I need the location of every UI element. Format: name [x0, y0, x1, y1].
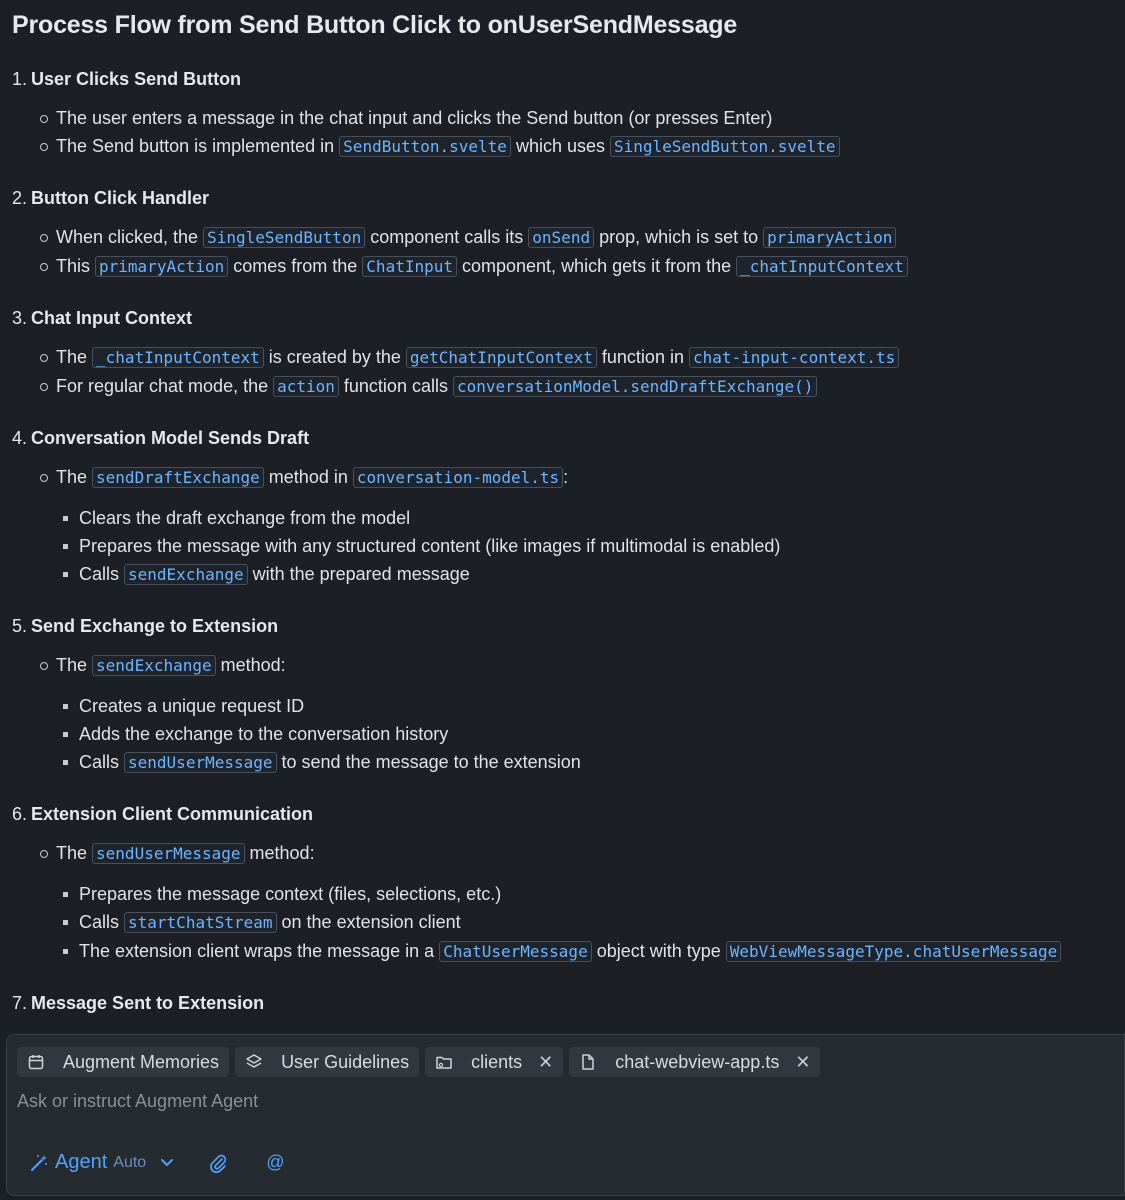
text-fragment: component, which gets it from the [457, 256, 737, 276]
text-fragment: on the extension client [276, 912, 461, 932]
list-item [12, 343, 1113, 372]
step-heading [12, 305, 1113, 331]
code-reference: sendDraftExchange [92, 467, 264, 488]
list-item [12, 372, 1113, 401]
nested-list-item [12, 504, 1113, 532]
nested-list [12, 880, 1113, 966]
text-fragment: The extension client wraps the message in a [79, 941, 440, 961]
chip-label: clients [471, 1051, 523, 1072]
text-fragment: : [563, 467, 569, 487]
code-reference: sendExchange [92, 655, 216, 676]
step-heading [12, 801, 1113, 827]
file-icon [579, 1053, 597, 1071]
agent-mode-button[interactable] [29, 1151, 174, 1174]
text-fragment: prop, which is set to [594, 227, 764, 247]
list-item [12, 463, 1113, 492]
step-title: Button Click Handler [31, 188, 210, 208]
nested-list-item [12, 560, 1113, 589]
text-fragment: The [56, 347, 93, 367]
close-icon[interactable]: ✕ [795, 1051, 811, 1072]
step-title: Message Sent to Extension [31, 993, 265, 1013]
context-chip[interactable] [425, 1047, 563, 1077]
step-title: Chat Input Context [31, 308, 192, 328]
nested-list [12, 692, 1113, 777]
calendar-icon [27, 1053, 45, 1071]
step-heading [12, 613, 1113, 639]
attach-button[interactable] [208, 1153, 228, 1173]
paperclip-icon [208, 1153, 228, 1173]
code-reference: chat-input-context.ts [689, 347, 899, 368]
context-chip[interactable] [17, 1047, 229, 1077]
text-fragment: object with type [591, 941, 726, 961]
nested-list-item [12, 937, 1113, 966]
code-reference: sendExchange [124, 564, 248, 585]
step-number: 3. [12, 308, 28, 328]
code-reference: action [273, 376, 339, 397]
step-title: Send Exchange to Extension [31, 616, 279, 636]
chat-input-panel [6, 1034, 1125, 1196]
step-number: 2. [12, 188, 28, 208]
nested-list-item [12, 720, 1113, 748]
text-fragment: When clicked, the [56, 227, 204, 247]
step [12, 66, 1113, 161]
context-chip[interactable] [569, 1047, 820, 1077]
code-reference: startChatStream [124, 912, 277, 933]
step-title: Extension Client Communication [31, 804, 314, 824]
text-fragment: This [56, 256, 96, 276]
text-fragment: which uses [510, 136, 610, 156]
text-fragment: The [56, 843, 93, 863]
chevron-down-icon [160, 1158, 174, 1168]
code-reference: getChatInputContext [406, 347, 597, 368]
step-heading [12, 66, 1113, 92]
step-heading [12, 990, 1113, 1016]
code-reference: SingleSendButton.svelte [610, 136, 840, 157]
step [12, 801, 1113, 966]
text-fragment: Adds the exchange to the conversation history [79, 724, 449, 744]
list-item [12, 252, 1113, 281]
step [12, 990, 1113, 1032]
close-icon[interactable]: ✕ [538, 1051, 554, 1072]
text-fragment: function calls [338, 376, 453, 396]
nested-list-item [12, 880, 1113, 908]
text-fragment: The [56, 655, 93, 675]
code-reference: _chatInputContext [736, 256, 908, 277]
text-fragment: function in [596, 347, 689, 367]
text-fragment: to send the message to the extension [276, 752, 581, 772]
step-number: 1. [12, 69, 28, 89]
text-fragment: with the prepared message [247, 564, 470, 584]
step-heading [12, 185, 1113, 211]
code-reference: SendButton.svelte [339, 136, 511, 157]
text-fragment: Calls [79, 564, 125, 584]
list-item [12, 132, 1113, 161]
step [12, 305, 1113, 401]
chat-input[interactable]: Ask or instruct Augment Agent [17, 1091, 259, 1111]
code-reference: WebViewMessageType.chatUserMessage [726, 941, 1062, 962]
context-chips [17, 1047, 820, 1077]
code-reference: ChatInput [362, 256, 457, 277]
code-reference: primaryAction [763, 227, 896, 248]
list-item [12, 651, 1113, 680]
context-chip[interactable] [235, 1047, 419, 1077]
text-fragment: comes from the [228, 256, 363, 276]
chip-label: chat-webview-app.ts [615, 1051, 780, 1072]
response-title: Process Flow from Send Button Click to onUserSendMessage [12, 11, 738, 39]
text-fragment: Prepares the message with any structured content (like images if multimodal is enabled) [79, 536, 781, 556]
nested-list-item [12, 748, 1113, 777]
code-reference: onSend [528, 227, 594, 248]
text-fragment: component calls its [365, 227, 529, 247]
nested-list-item [12, 532, 1113, 560]
text-fragment: Prepares the message context (files, selections, etc.) [79, 884, 502, 904]
text-fragment: method: [215, 655, 286, 675]
code-reference: ChatUserMessage [439, 941, 592, 962]
list-item [12, 839, 1113, 868]
step-number: 4. [12, 428, 28, 448]
text-fragment: method: [244, 843, 315, 863]
text-fragment: Clears the draft exchange from the model [79, 508, 411, 528]
step-number: 6. [12, 804, 28, 824]
step [12, 185, 1113, 281]
layers-icon [245, 1053, 263, 1071]
code-reference: sendUserMessage [92, 843, 245, 864]
folder-icon [435, 1053, 453, 1071]
list-item [12, 1028, 1113, 1032]
text-fragment: method in [263, 467, 353, 487]
step-title: Conversation Model Sends Draft [31, 428, 310, 448]
input-toolbar [29, 1151, 284, 1174]
step-heading [12, 425, 1113, 451]
text-fragment: is created by the [263, 347, 406, 367]
step-number: 7. [12, 993, 28, 1013]
mode-label: Auto [113, 1153, 147, 1171]
list-item [12, 104, 1113, 132]
code-reference: sendUserMessage [124, 752, 277, 773]
text-fragment: The [56, 467, 93, 487]
text-fragment: Calls [79, 752, 125, 772]
step-number: 5. [12, 616, 28, 636]
step [12, 425, 1113, 589]
magic-wand-icon [29, 1153, 49, 1173]
steps-list [12, 66, 1113, 1032]
text-fragment: The Send button is implemented in [56, 136, 340, 156]
list-item [12, 223, 1113, 252]
chip-label: Augment Memories [63, 1051, 220, 1072]
step-title: User Clicks Send Button [31, 69, 242, 89]
code-reference: SingleSendButton [203, 227, 365, 248]
text-fragment: Creates a unique request ID [79, 696, 305, 716]
mention-button[interactable]: @ [266, 1152, 285, 1172]
agent-label: Agent [55, 1151, 108, 1173]
nested-list-item [12, 692, 1113, 720]
nested-list-item [12, 908, 1113, 937]
code-reference: _chatInputContext [92, 347, 264, 368]
code-reference: conversation-model.ts [353, 467, 563, 488]
text-fragment: Calls [79, 912, 125, 932]
step [12, 613, 1113, 777]
text-fragment: For regular chat mode, the [56, 376, 274, 396]
chip-label: User Guidelines [281, 1051, 410, 1072]
nested-list [12, 504, 1113, 589]
code-reference: conversationModel.sendDraftExchange() [453, 376, 817, 397]
code-reference: primaryAction [95, 256, 228, 277]
text-fragment: The user enters a message in the chat input and clicks the Send button (or presses Enter) [56, 108, 773, 128]
